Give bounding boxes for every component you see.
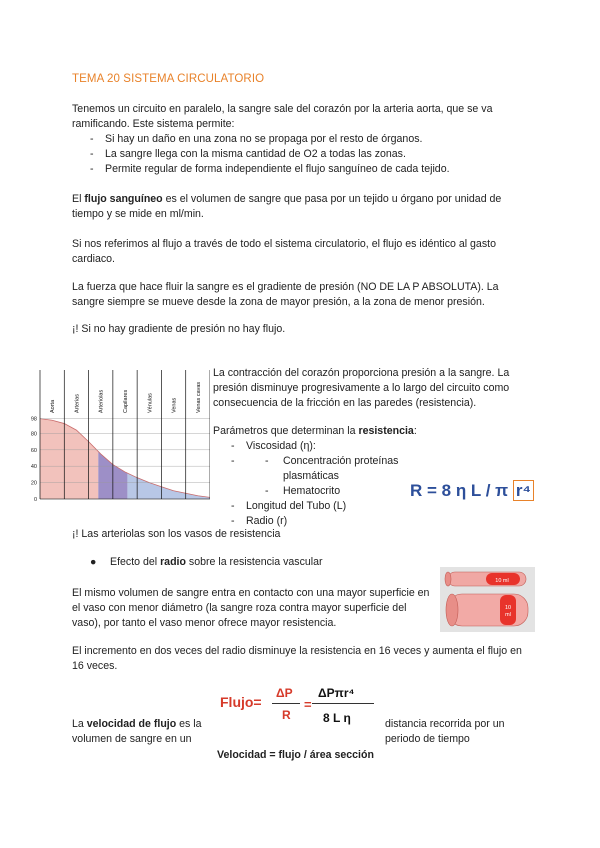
pressure-chart: [20, 360, 210, 505]
text-span: :: [413, 425, 417, 437]
category-label: Venas cavas: [195, 381, 202, 413]
flujo-formula-num2: ΔPπr⁴: [318, 686, 355, 700]
text-span: es el volumen de sangre que pasa por un tejido u órgano por unidad de tiempo y se mide en ml/min.: [72, 193, 502, 220]
velocidad-right-text: distancia recorrida por un periodo de tiempo: [385, 718, 505, 745]
y-tick-label: 98: [30, 416, 37, 423]
parametros-list: [213, 439, 443, 529]
flujo-definition: [72, 192, 532, 222]
paragraph-fuerza: La fuerza que hace fluir la sangre es el gradiente de presión (NO DE LA P ABSOLUTA). La sangre siempre se mueve desde la zona de mayor presión, a la zona de menor presión.: [72, 281, 499, 308]
category-label: Arterias: [74, 394, 81, 413]
category-label: Venas: [171, 397, 178, 413]
paragraph-volumen: El mismo volumen de sangre entra en contacto con una mayor superficie en el vaso con menor diámetro (la sangre roza contra mayor superficie del vaso), por tanto el vaso menor ofrece mayor resistencia.: [72, 587, 430, 629]
bullet-dot: ●: [90, 556, 97, 568]
bold-term: radio: [160, 556, 186, 568]
bullet-efecto: [90, 555, 323, 570]
paragraph-gasto: Si nos referimos al flujo a través de todo el sistema circulatorio, el flujo es idéntico al gasto cardiaco.: [72, 238, 496, 265]
parametros-heading: [213, 424, 417, 439]
resistance-formula: [410, 481, 534, 501]
fraction-line: [312, 703, 374, 704]
intro-text: Tenemos un circuito en paralelo, la sangre sale del corazón por la arteria aorta, que se va ramificando. Este sistema permite:: [72, 103, 493, 130]
bold-term: resistencia: [358, 425, 414, 437]
text-span: El: [72, 193, 85, 205]
paragraph-incremento: El incremento en dos veces del radio disminuye la resistencia en 16 veces y aumenta el flujo en 16 veces.: [72, 645, 522, 672]
bold-term: velocidad de flujo: [86, 718, 177, 730]
list-item: - - Concentración proteínas plasmáticas: [253, 454, 443, 484]
list-item: - Longitud del Tubo (L): [213, 499, 443, 514]
large-tube-end: [446, 594, 458, 626]
small-tube-label: 10 ml: [495, 578, 509, 584]
list-item: - Si hay un daño en una zona no se propaga por el resto de órganos.: [72, 132, 532, 147]
list-item: - Viscosidad (η):: [213, 439, 443, 454]
text-span: sobre la resistencia vascular: [185, 556, 323, 568]
vessel-tubes-illustration: [440, 567, 535, 632]
intro-bullets: [72, 132, 532, 177]
velocidad-text: [72, 717, 212, 747]
category-label: Arteriolas: [98, 389, 105, 413]
velocidad-formula: Velocidad = flujo / área sección: [217, 749, 374, 761]
flujo-formula-den1: R: [282, 708, 291, 722]
text-span: es la volumen de sangre en un: [72, 718, 202, 745]
intro-section: [72, 102, 532, 177]
large-tube-label-2: ml: [505, 612, 511, 618]
y-tick-label: 20: [30, 480, 37, 487]
text-span: Efecto del: [110, 556, 161, 568]
formula-text: R = 8 η L / π: [410, 481, 513, 500]
fraction-line: [272, 703, 300, 704]
y-tick-label: 40: [30, 464, 37, 471]
formula-boxed-term: r⁴: [513, 480, 534, 501]
category-label: Vénulas: [147, 393, 154, 413]
paragraph-gradiente: ¡! Si no hay gradiente de presión no hay flujo.: [72, 323, 286, 335]
large-tube-label-1: 10: [504, 605, 512, 611]
list-item: - Hematocrito: [253, 484, 443, 499]
paragraph-contraccion: La contracción del corazón proporciona presión a la sangre. La presión disminuye progresivamente a lo largo del circuito como consecuencia de la fricción en las paredes (resistencia).: [213, 367, 510, 409]
text-span: La: [72, 718, 87, 730]
flujo-formula-num1: ΔP: [276, 686, 293, 700]
paragraph-arteriolas: ¡! Las arteriolas son los vasos de resistencia: [72, 528, 281, 540]
sub-list-container: [213, 454, 443, 499]
flujo-formula-den2: 8 L η: [323, 711, 351, 725]
list-item: - La sangre llega con la misma cantidad de O2 a todas las zonas.: [72, 147, 532, 162]
area-venous: [127, 473, 210, 499]
list-item: - Permite regular de forma independiente el flujo sanguíneo de cada tejido.: [72, 162, 532, 177]
text-span: Parámetros que determinan la: [213, 425, 359, 437]
y-tick-label: 80: [30, 431, 37, 438]
category-label: Capilares: [123, 389, 129, 413]
list-item: - Radio (r): [213, 514, 443, 529]
y-tick-label: 60: [30, 447, 37, 454]
small-tube-end: [445, 572, 451, 586]
category-label: Aorta: [50, 399, 57, 413]
y-tick-label: 0: [33, 497, 37, 503]
area-arterial: [40, 419, 98, 499]
page-title: TEMA 20 SISTEMA CIRCULATORIO: [72, 73, 265, 85]
bold-term: flujo sanguíneo: [84, 193, 163, 205]
flujo-formula-label: Flujo=: [220, 694, 262, 710]
flujo-formula-eq: =: [304, 697, 312, 712]
